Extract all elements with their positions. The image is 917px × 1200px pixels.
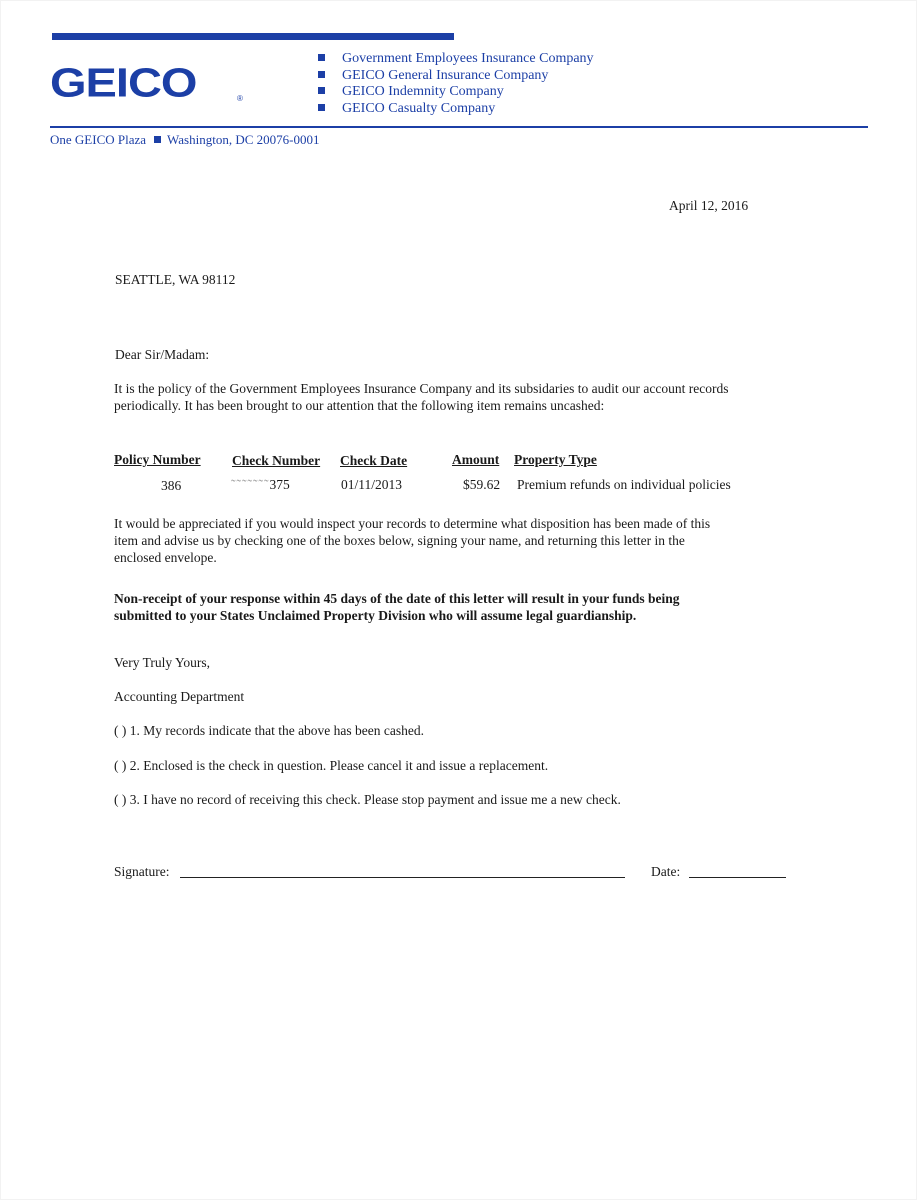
registered-mark: ® xyxy=(237,94,243,103)
salutation: Dear Sir/Madam: xyxy=(115,347,210,362)
signature-line[interactable] xyxy=(180,877,625,878)
intro-line: It is the policy of the Government Employees Insurance Company and its subsidaries to audit our account records xyxy=(114,381,729,396)
letterhead-divider xyxy=(50,126,868,128)
company-name: GEICO Casualty Company xyxy=(342,100,496,116)
option-no-record[interactable]: ( ) 3. I have no record of receiving this check. Please stop payment and issue me a new check. xyxy=(114,792,621,807)
intro-line: periodically. It has been brought to our attention that the following item remains uncashed: xyxy=(114,398,605,413)
square-bullet-icon xyxy=(318,87,325,94)
option-enclosed-check[interactable]: ( ) 2. Enclosed is the check in question. Please cancel it and issue a replacement. xyxy=(114,758,549,773)
cell-check-number xyxy=(231,477,290,493)
request-line: It would be appreciated if you would inspect your records to determine what disposition has been made of this xyxy=(114,516,711,531)
date-label: Date: xyxy=(651,864,681,879)
company-list-item xyxy=(318,101,594,118)
header-check-date: Check Date xyxy=(340,453,408,468)
warning-line: submitted to your States Unclaimed Property Division who will assume legal guardianship. xyxy=(114,608,637,623)
letterhead-address xyxy=(50,132,319,148)
request-line: enclosed envelope. xyxy=(114,550,217,565)
cell-policy-number: 386 xyxy=(161,478,182,493)
redacted-digits: ˜˜˜˜˜˜˜ xyxy=(231,477,270,492)
request-line: item and advise us by checking one of the boxes below, signing your name, and returning this letter in the xyxy=(114,533,685,548)
department: Accounting Department xyxy=(114,689,245,704)
square-bullet-icon xyxy=(318,104,325,111)
cell-property-type: Premium refunds on individual policies xyxy=(517,477,731,492)
company-name: GEICO Indemnity Company xyxy=(342,84,504,99)
cell-amount: $59.62 xyxy=(463,477,501,492)
signature-label: Signature: xyxy=(114,864,170,879)
address-city: Washington, DC 20076-0001 xyxy=(167,132,320,147)
letterhead-top-bar xyxy=(52,33,454,40)
address-street: One GEICO Plaza xyxy=(50,132,147,147)
cell-check-date: 01/11/2013 xyxy=(341,477,403,492)
geico-logo: GEICO xyxy=(50,59,197,105)
company-list xyxy=(318,51,594,117)
warning-paragraph xyxy=(114,590,814,624)
company-list-item xyxy=(318,68,594,85)
request-paragraph xyxy=(114,515,814,566)
intro-paragraph xyxy=(114,380,814,414)
company-list-item xyxy=(318,84,594,101)
date-line[interactable] xyxy=(689,877,786,878)
check-number-suffix: 375 xyxy=(269,477,290,492)
square-bullet-icon xyxy=(318,54,325,61)
option-cashed[interactable]: ( ) 1. My records indicate that the above has been cashed. xyxy=(114,723,425,738)
letter-date: April 12, 2016 xyxy=(669,198,749,213)
warning-line: Non-receipt of your response within 45 days of the date of this letter will result in your funds being xyxy=(114,591,680,606)
company-name: Government Employees Insurance Company xyxy=(342,51,594,66)
header-amount: Amount xyxy=(452,452,500,467)
closing: Very Truly Yours, xyxy=(114,655,211,670)
header-check-number: Check Number xyxy=(232,453,321,468)
square-separator-icon xyxy=(154,136,161,143)
square-bullet-icon xyxy=(318,71,325,78)
recipient-city: SEATTLE, WA 98112 xyxy=(115,272,236,287)
header-property-type: Property Type xyxy=(514,452,597,467)
company-list-item xyxy=(318,51,594,68)
company-name: GEICO General Insurance Company xyxy=(342,67,549,83)
header-policy-number: Policy Number xyxy=(114,452,201,467)
